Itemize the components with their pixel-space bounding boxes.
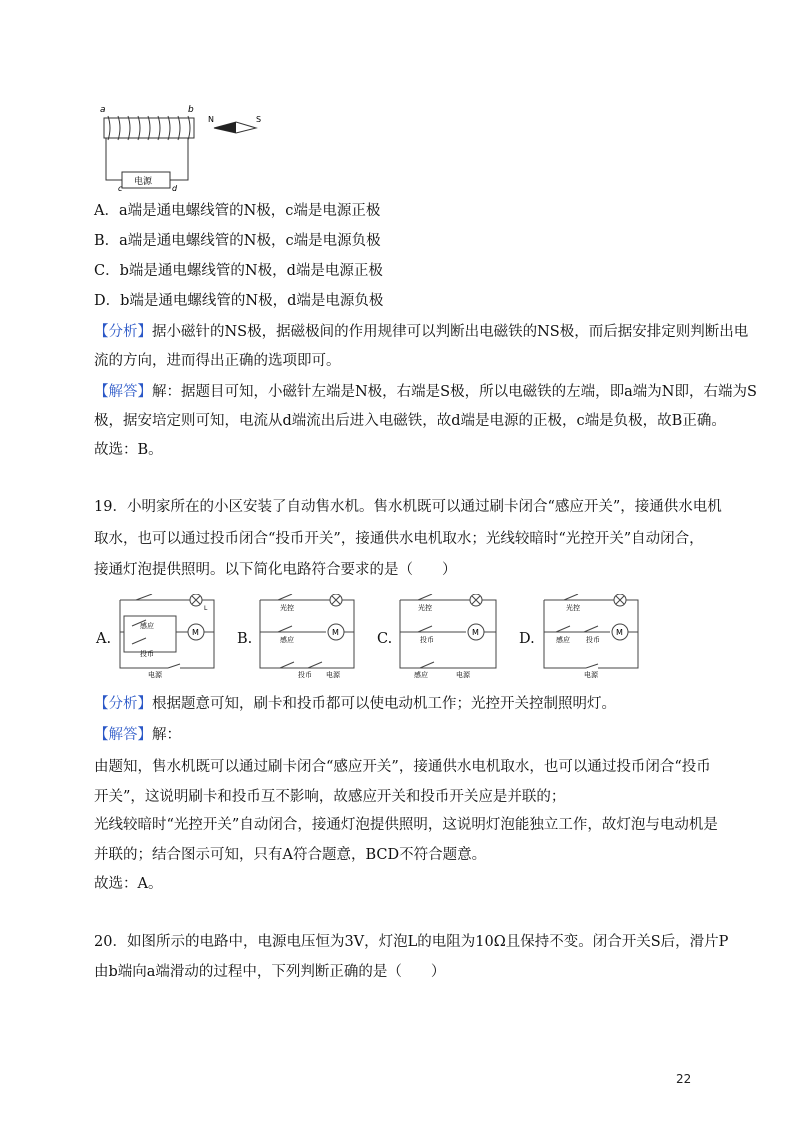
q18-answer-text: 解：据题目可知，小磁针左端是N极，右端是S极，所以电磁铁的左端，即a端为N即，右端为S [152,384,757,400]
motor-d: M [616,628,623,637]
q19-answer-line-4: 并联的；结合图示可知，只有A符合题意，BCD不符合题意。 [94,847,487,863]
label-a: a [100,105,106,115]
switch-guangkong-c: 光控 [418,604,432,612]
q19-analysis-text: 根据题意可知，刷卡和投币都可以使电动机工作；光控开关控制照明灯。 [152,696,616,712]
q18-option-c: C．b端是通电螺线管的N极，d端是电源正极 [94,263,383,279]
analysis-tag: 【分析】 [94,696,152,712]
switch-toubi-a: 投币 [140,650,154,658]
switch-guangkong-d: 光控 [566,604,580,612]
switch-toubi-b: 投币 [298,671,312,678]
q20-stem-line-2: 由b端向a端滑动的过程中，下列判断正确的是（ ） [94,964,446,980]
q20-stem-line-1: 20．如图所示的电路中，电源电压恒为3V，灯泡L的电阻为10Ω且保持不变。闭合开关S后，滑片P [94,934,729,950]
q19-stem-line-1: 19．小明家所在的小区安装了自动售水机。售水机既可以通过刷卡闭合“感应开关”，接通供水电机 [94,499,722,515]
q18-analysis-line-2: 流的方向，进而得出正确的选项即可。 [94,353,341,369]
q19-answer-line-2: 开关”，这说明刷卡和投币互不影响，故感应开关和投币开关应是并联的； [94,789,566,805]
q19-answer-line-1: 由题知，售水机既可以通过刷卡闭合“感应开关”，接通供水电机取水，也可以通过投币闭合“投币 [94,759,711,775]
page-number: 22 [676,1072,692,1086]
circuit-b-label: B. [237,631,253,647]
q18-option-a: A．a端是通电螺线管的N极，c端是电源正极 [94,203,381,219]
q19-answer-choice: 故选：A。 [94,876,163,892]
circuit-d-figure [538,594,646,678]
switch-ganying-c: 感应 [414,671,428,678]
circuit-a-figure [114,594,222,678]
switch-ganying-a: 感应 [140,622,154,630]
needle-n: N [208,115,214,124]
lamp-a: L [204,605,208,612]
power-c: 电源 [456,671,470,678]
analysis-tag: 【分析】 [94,324,152,340]
q18-analysis [94,322,748,342]
q19-answer-text: 解： [152,727,181,743]
switch-toubi-d: 投币 [586,636,600,644]
power-b: 电源 [326,671,340,678]
power-d: 电源 [584,671,598,678]
motor-c: M [472,628,479,637]
q18-option-b: B．a端是通电螺线管的N极，c端是电源负极 [94,233,381,249]
q19-stem-line-3: 接通灯泡提供照明。以下简化电路符合要求的是（ ） [94,562,457,578]
power-label: 电源 [134,177,153,187]
label-b: b [188,105,194,115]
label-d: d [172,184,178,192]
circuit-d-label: D. [519,631,535,647]
solenoid-circuit-figure [96,100,276,192]
q18-answer-line-2: 极，据安培定则可知，电流从d端流出后进入电磁铁，故d端是电源的正极，c端是负极，故B正确。 [94,413,726,429]
q18-analysis-text: 据小磁针的NS极，据磁极间的作用规律可以判断出电磁铁的NS极，而后据安排定则判断出电 [152,324,749,340]
answer-tag: 【解答】 [94,727,152,743]
switch-guangkong-b: 光控 [280,604,294,612]
q18-option-d: D．b端是通电螺线管的N极，d端是电源负极 [94,293,384,309]
motor-b: M [332,628,339,637]
label-c: c [118,184,123,192]
q19-analysis [94,694,616,714]
switch-ganying-b: 感应 [280,636,294,644]
q18-answer [94,382,757,402]
circuit-b-figure [254,594,362,678]
circuit-c-figure [394,594,504,678]
q19-answer-line-3: 光线较暗时“光控开关”自动闭合，接通灯泡提供照明，这说明灯泡能独立工作，故灯泡与电动机是 [94,817,718,833]
circuit-a-label: A. [96,631,112,647]
circuit-c-label: C. [377,631,393,647]
needle-s: S [256,115,262,124]
q19-answer [94,725,181,745]
answer-tag: 【解答】 [94,384,152,400]
switch-toubi-c: 投币 [420,636,434,644]
motor-a: M [192,628,199,637]
q19-stem-line-2: 取水，也可以通过投币闭合“投币开关”，接通供水电机取水；光线较暗时“光控开关”自动闭合， [94,531,704,547]
q18-answer-choice: 故选：B。 [94,442,163,458]
switch-ganying-d: 感应 [556,636,570,644]
power-a: 电源 [148,671,162,678]
needle-dark-half [214,122,236,133]
